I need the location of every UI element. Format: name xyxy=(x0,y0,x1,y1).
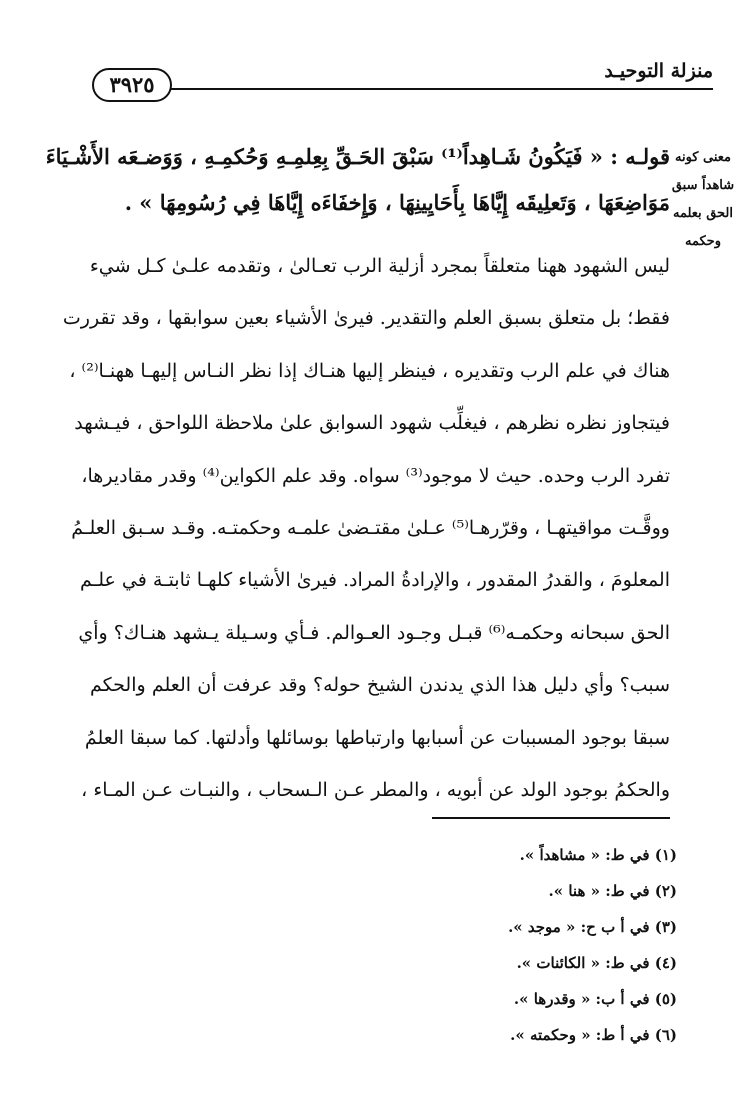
page-number: ٣٩٢٥ xyxy=(92,68,172,102)
footnote: (١) في ط: « مشاهداً ». xyxy=(519,846,677,864)
page-header xyxy=(92,58,713,102)
body-line: سبقا بوجود المسببات عن أسبابها وارتباطها بوسائلها وأدلتها. كما سبقا العلمُ xyxy=(84,726,670,749)
chapter-title: منزلة التوحيـد xyxy=(596,60,713,82)
body-line: فيتجاوز نظره نظرهم ، فيغلِّب شهود السوابق علىٰ ملاحظة اللواحق ، فيـشهد xyxy=(74,412,670,435)
footnote: (٦) في أ ط: « وحكمته ». xyxy=(510,1026,677,1044)
body-text xyxy=(62,240,670,816)
margin-note-line: الحق بعلمه xyxy=(672,206,733,221)
margin-note xyxy=(657,144,749,256)
quote-line: قولـه : « فَيَكُونُ شَـاهِداً⁽¹⁾ سَبْقَ الحَـقِّ بِعِلمِـهِ وَحُكمِـهِ ، وَوَضـعَه الأَشْـيَاءَ xyxy=(45,144,670,169)
footnote: (٢) في ط: « هنا ». xyxy=(548,882,677,900)
margin-note-line: معنى كونه xyxy=(674,150,731,165)
body-line: ليس الشهود ههنا متعلقاً بمجرد أزلية الرب تعـالىٰ ، وتقدمه علـىٰ كـل شيء xyxy=(89,255,670,277)
body-line: فقط؛ بل متعلق بسبق العلم والتقدير. فيرىٰ الأشياء بعين سوابقها ، وقد تقررت xyxy=(62,307,670,330)
footnote: (٣) في أ ب ح: « موجد ». xyxy=(508,918,677,936)
body-line: المعلومَ ، والقدرُ المقدور ، والإرادةُ المراد. فيرىٰ الأشياء كلهـا ثابتـة في علـم xyxy=(79,569,670,592)
quoted-text xyxy=(45,134,670,226)
footnote-separator xyxy=(432,817,670,819)
body-line: سبب؟ وأي دليل هذا الذي يدندن الشيخ حوله؟ وقد عرفت أن العلم والحكم xyxy=(90,674,670,697)
footnote: (٤) في ط: « الكائنات ». xyxy=(516,954,677,972)
quote-line: مَوَاضِعَهَا ، وَتَعلِيقَه إِيَّاهَا بِأَحَايِينِهَا ، وَإِخفَاءَه إِيَّاهَا فِي رُسُومِهَا » . xyxy=(124,190,670,215)
body-line: هناك في علم الرب وتقديره ، فينظر إليها هنـاك إذا نظر النـاس إليهـا ههنـا⁽²⁾ ، xyxy=(69,359,670,382)
body-line: الحق سبحانه وحكمـه⁽⁶⁾ قبـل وجـود العـوالم. فـأي وسـيلة يـشهد هنـاك؟ وأي xyxy=(78,621,670,644)
footnote: (٥) في أ ب: « وقدرها ». xyxy=(513,990,677,1008)
body-line: والحكمُ بوجود الولد عن أبويه ، والمطر عـن الـسحاب ، والنبـات عـن المـاء ، xyxy=(81,778,670,801)
body-line: ووقَّـت مواقيتهـا ، وقرّرهـا⁽⁵⁾ عـلىٰ مقتـضىٰ علمـه وحكمتـه. وقـد سـبق العلـمُ xyxy=(71,516,670,539)
header-rule xyxy=(170,88,713,90)
margin-note-line: شاهداً سبق xyxy=(671,178,735,193)
margin-note-line: وحكمه xyxy=(685,234,721,249)
body-line: تفرد الرب وحده. حيث لا موجود⁽³⁾ سواه. وقد علم الكواين⁽⁴⁾ وقدر مقاديرها، xyxy=(81,464,670,487)
footnotes xyxy=(117,837,677,1053)
